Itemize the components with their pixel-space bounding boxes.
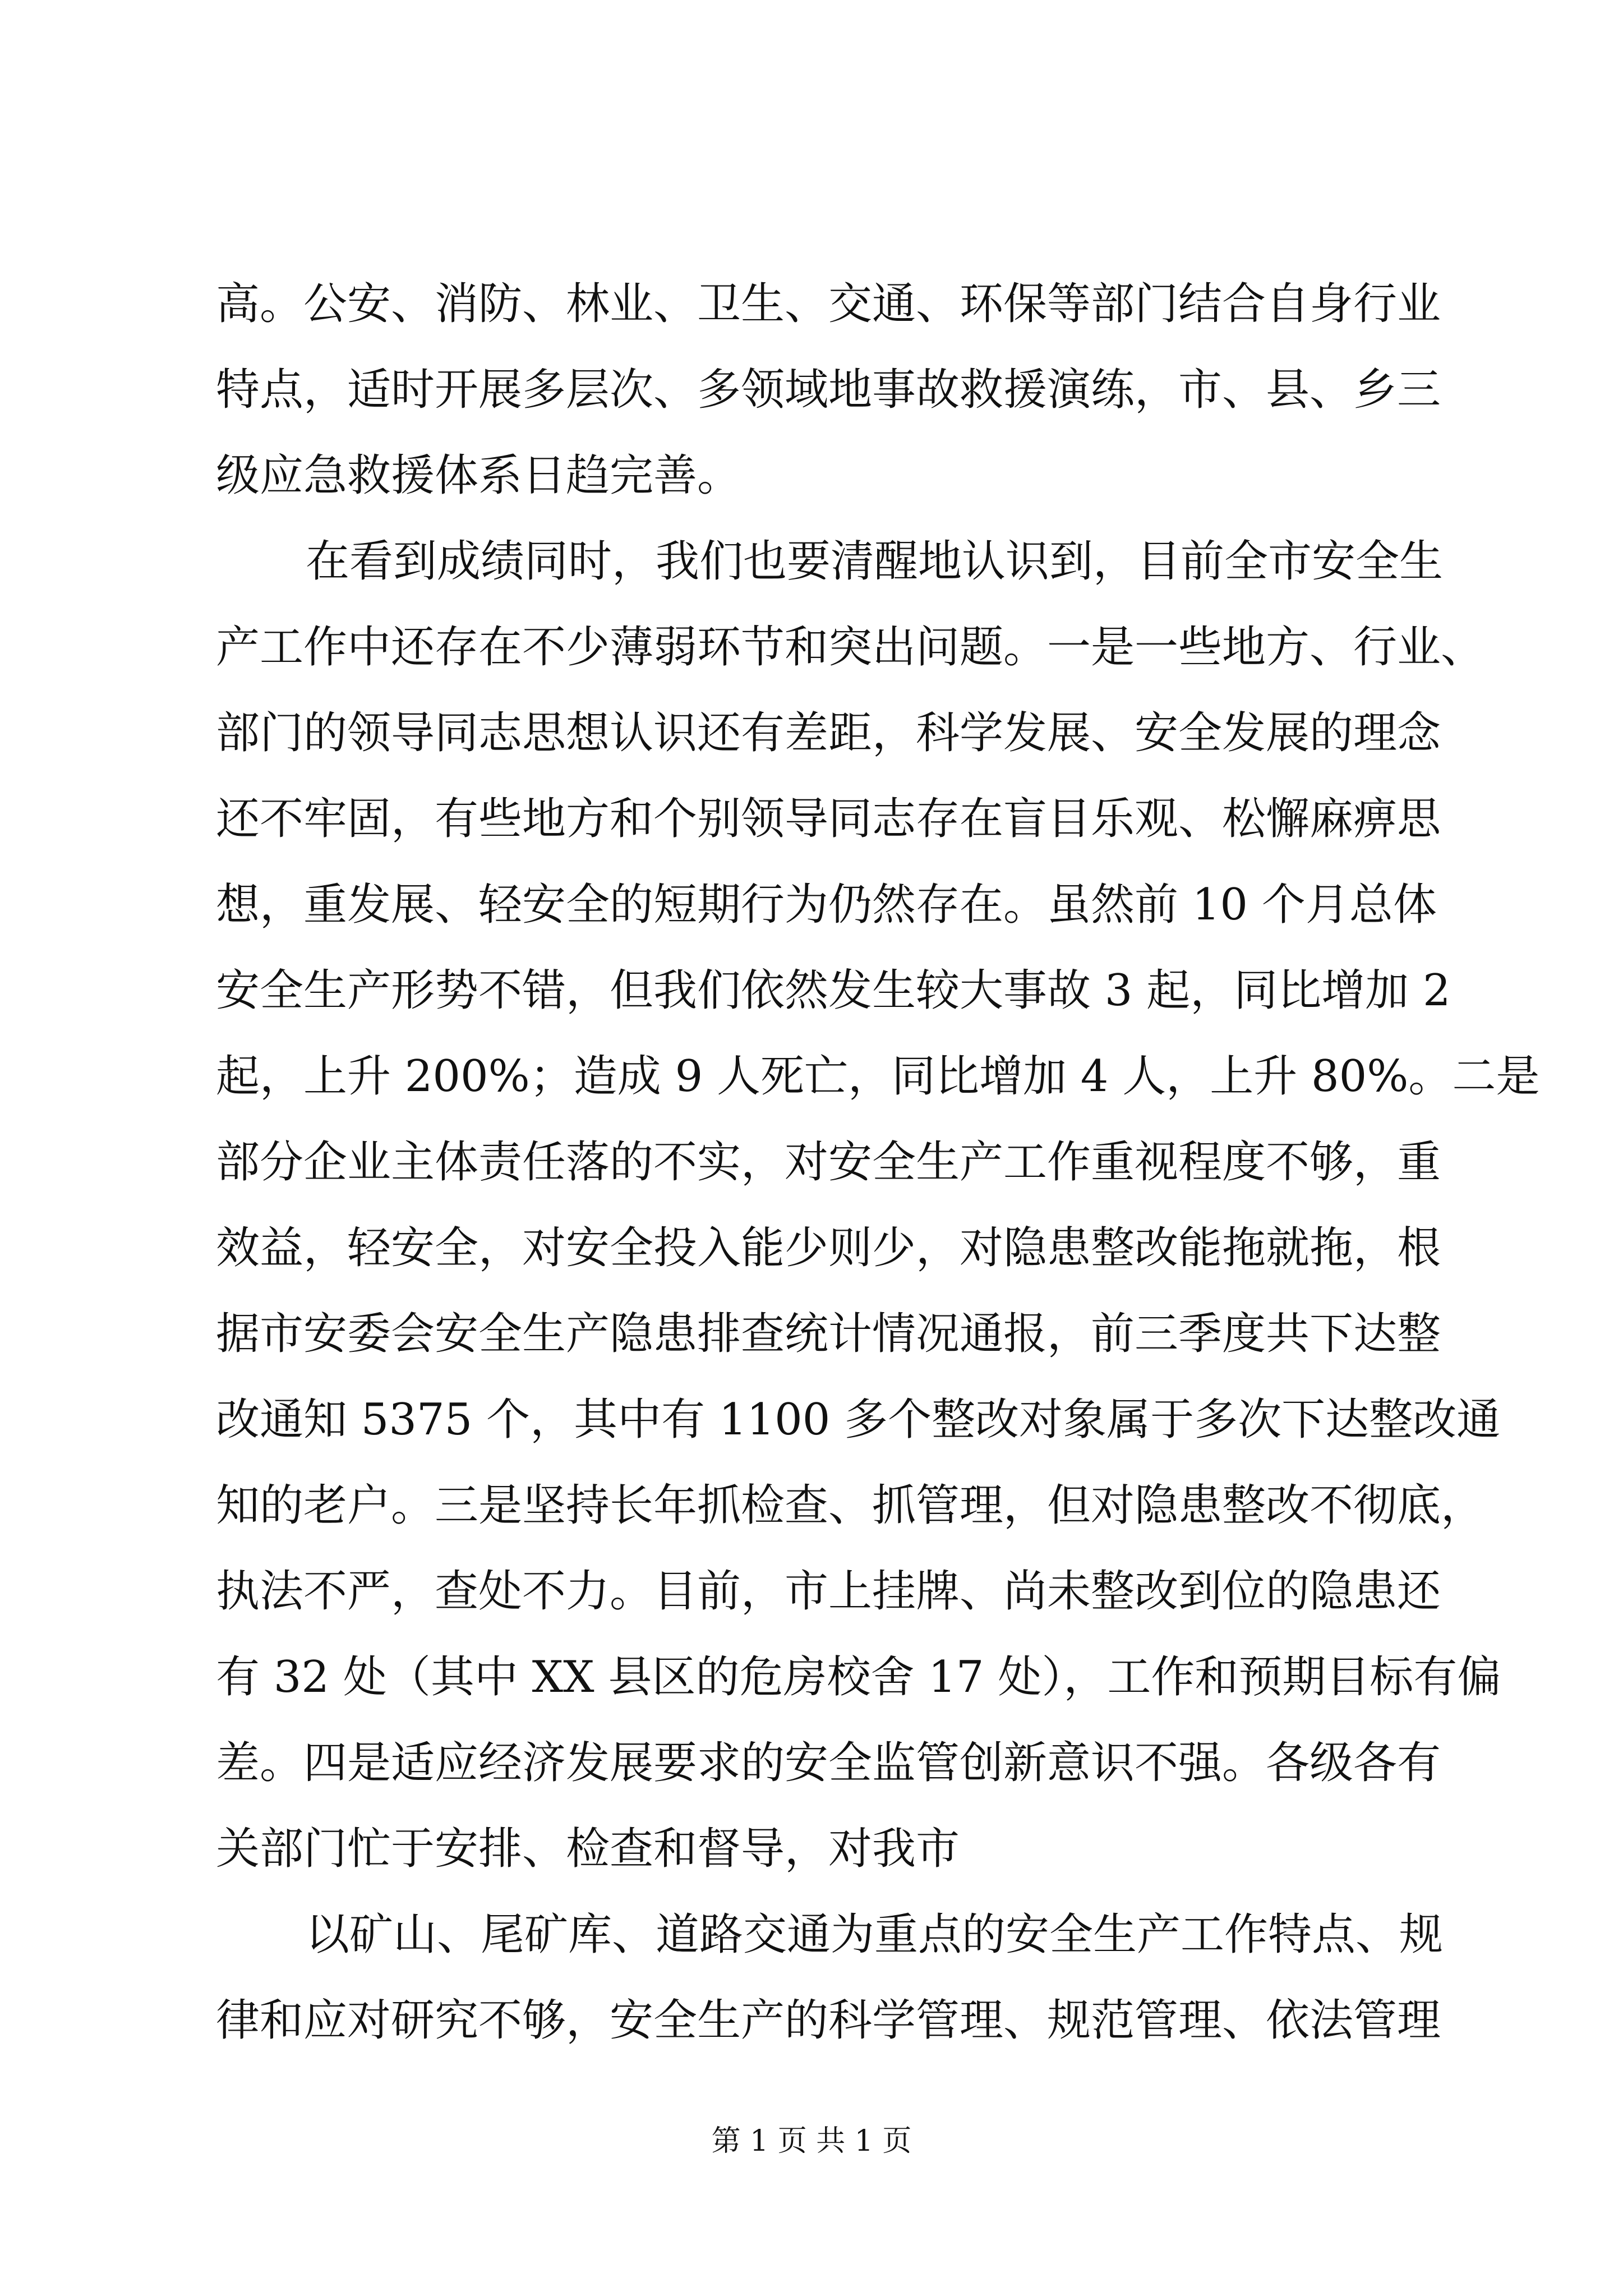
text-line: 效益，轻安全，对安全投入能少则少，对隐患整改能拖就拖，根 [216,1223,1441,1273]
text-line: 关部门忙于安排、检查和督导，对我市 [216,1824,960,1874]
text-line: 起，上升 200%；造成 9 人死亡，同比增加 4 人，上升 80%。二是 [216,1051,1540,1102]
text-line: 高。公安、消防、林业、卫生、交通、环保等部门结合自身行业 [216,279,1441,329]
text-line: 差。四是适应经济发展要求的安全监管创新意识不强。各级各有 [216,1738,1441,1788]
text-line: 知的老户。三是坚持长年抓检查、抓管理，但对隐患整改不彻底， [216,1480,1485,1531]
page-footer: 第 1 页 共 1 页 [711,2124,912,2158]
text-line: 还不牢固，有些地方和个别领导同志存在盲目乐观、松懈麻痹思 [216,794,1441,844]
text-line: 律和应对研究不够，安全生产的科学管理、规范管理、依法管理 [216,1995,1441,2046]
text-line: 产工作中还存在不少薄弱环节和突出问题。一是一些地方、行业、 [216,622,1485,673]
text-line: 部分企业主体责任落的不实，对安全生产工作重视程度不够，重 [216,1137,1441,1188]
text-line: 想，重发展、轻安全的短期行为仍然存在。虽然前 10 个月总体 [216,880,1437,930]
paragraph-start-line: 在看到成绩同时，我们也要清醒地认识到，目前全市安全生 [306,536,1444,587]
text-line: 有 32 处（其中 XX 县区的危房校舍 17 处），工作和预期目标有偏 [216,1652,1501,1703]
document-body [216,261,1540,2064]
paragraph-start-line: 以矿山、尾矿库、道路交通为重点的安全生产工作特点、规 [306,1910,1444,1960]
text-line: 特点，适时开展多层次、多领域地事故救援演练，市、县、乡三 [216,365,1441,415]
text-line: 据市安委会安全生产隐患排查统计情况通报，前三季度共下达整 [216,1309,1441,1359]
text-line: 执法不严，查处不力。目前，市上挂牌、尚未整改到位的隐患还 [216,1566,1441,1617]
text-line: 级应急救援体系日趋完善。 [216,450,741,501]
text-line: 部门的领导同志思想认识还有差距，科学发展、安全发展的理念 [216,708,1441,758]
text-line: 改通知 5375 个，其中有 1100 多个整改对象属于多次下达整改通 [216,1395,1501,1445]
text-line: 安全生产形势不错，但我们依然发生较大事故 3 起，同比增加 2 [216,965,1451,1016]
